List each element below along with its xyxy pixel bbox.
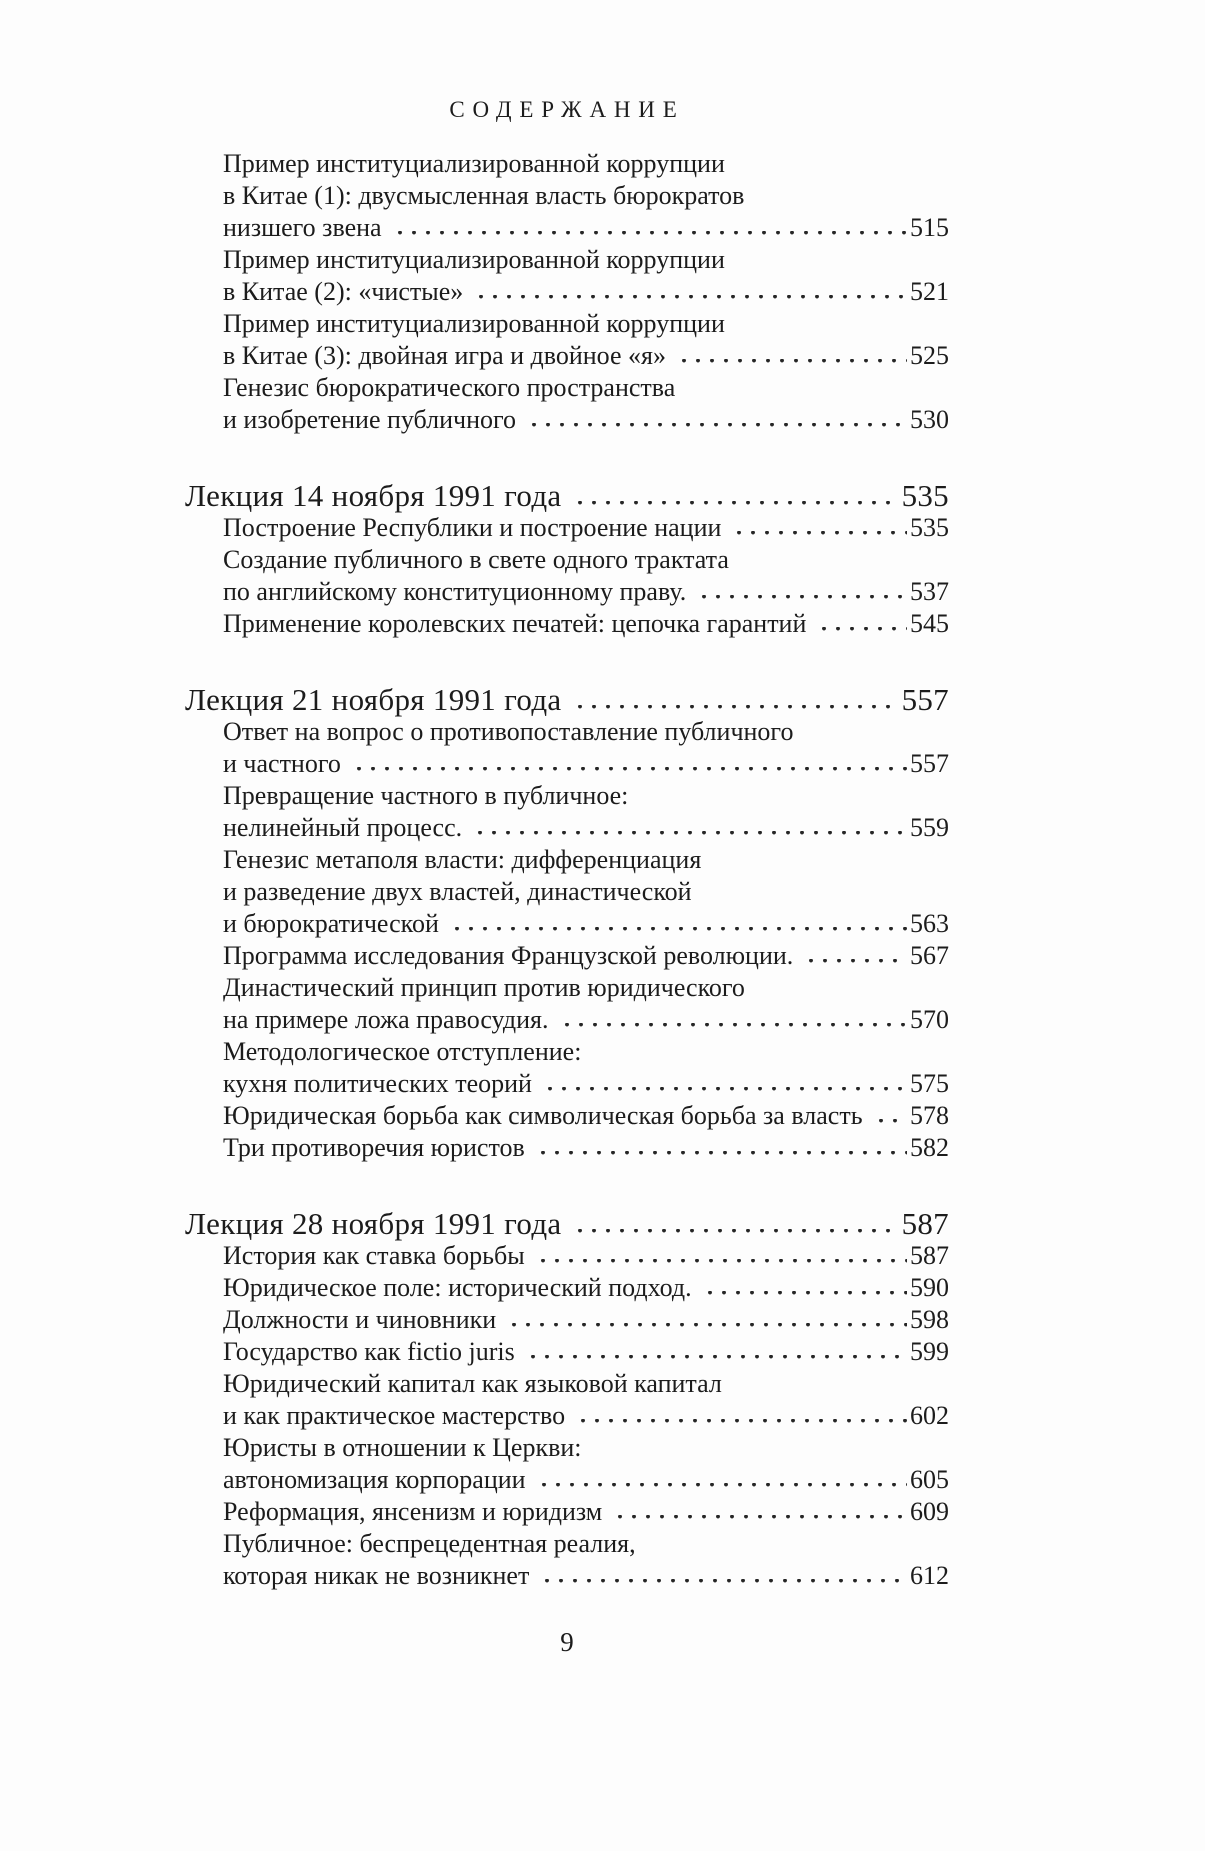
entry-text: Генезис метаполя власти: дифференциация bbox=[223, 845, 702, 874]
dot-leader bbox=[524, 1355, 907, 1360]
entry-line bbox=[185, 608, 949, 640]
toc-entry bbox=[185, 1304, 949, 1336]
dot-leader bbox=[538, 1579, 907, 1584]
page-number: 570 bbox=[910, 1005, 949, 1034]
folio-page-number: 9 bbox=[560, 1627, 574, 1657]
entry-text: Юридический капитал как языковой капитал bbox=[223, 1369, 722, 1398]
dot-leader bbox=[534, 1259, 907, 1264]
dot-leader bbox=[802, 959, 907, 964]
entry-line bbox=[185, 512, 949, 544]
entry-text: Юристы в отношении к Церкви: bbox=[223, 1433, 582, 1462]
entry-line bbox=[185, 1100, 949, 1132]
dot-leader bbox=[571, 705, 899, 710]
entry-text: кухня политических теорий bbox=[223, 1069, 532, 1098]
entry-line bbox=[185, 212, 949, 244]
toc-entry bbox=[185, 148, 949, 244]
entry-line bbox=[185, 372, 949, 404]
entry-text: и разведение двух властей, династической bbox=[223, 877, 692, 906]
dot-leader bbox=[534, 1151, 907, 1156]
entry-line bbox=[185, 1336, 949, 1368]
toc-entry bbox=[185, 1496, 949, 1528]
dot-leader bbox=[471, 831, 907, 836]
entry-text: Пример институциализированной коррупции bbox=[223, 149, 725, 178]
entry-text: и изобретение публичного bbox=[223, 405, 517, 434]
entry-text: и частного bbox=[223, 749, 341, 778]
dot-leader bbox=[535, 1483, 907, 1488]
page-number: 590 bbox=[910, 1273, 949, 1302]
dot-leader bbox=[815, 627, 907, 632]
entry-text: Реформация, янсенизм и юридизм bbox=[223, 1497, 603, 1526]
entry-text: Публичное: беспрецедентная реалия, bbox=[223, 1529, 636, 1558]
toc-section bbox=[185, 148, 949, 436]
page-number: 609 bbox=[910, 1497, 949, 1526]
entry-text: История как ставка борьбы bbox=[223, 1241, 525, 1270]
dot-leader bbox=[611, 1515, 907, 1520]
page-number: 557 bbox=[901, 682, 949, 717]
entry-line bbox=[185, 1132, 949, 1164]
toc-entry bbox=[185, 512, 949, 544]
entry-line bbox=[185, 716, 949, 748]
dot-leader bbox=[675, 359, 907, 364]
entry-text: и бюрократической bbox=[223, 909, 439, 938]
toc-entry bbox=[185, 1240, 949, 1272]
entry-line bbox=[185, 1400, 949, 1432]
dot-leader bbox=[730, 531, 907, 536]
entry-text: низшего звена bbox=[223, 213, 382, 242]
entry-text: Государство как fictio juris bbox=[223, 1337, 515, 1366]
entry-text: Создание публичного в свете одного трактата bbox=[223, 545, 729, 574]
toc-entry bbox=[185, 372, 949, 436]
page-number: 582 bbox=[910, 1133, 949, 1162]
page-number: 575 bbox=[910, 1069, 949, 1098]
entry-line bbox=[185, 340, 949, 372]
entry-line bbox=[185, 748, 949, 780]
toc-entry bbox=[185, 1528, 949, 1592]
table-of-contents bbox=[185, 148, 949, 1592]
page-number: 537 bbox=[910, 577, 949, 606]
entry-line bbox=[185, 940, 949, 972]
page-number: 559 bbox=[910, 813, 949, 842]
entry-line bbox=[185, 404, 949, 436]
dot-leader bbox=[872, 1119, 907, 1124]
toc-entry bbox=[185, 244, 949, 308]
entry-line bbox=[185, 1496, 949, 1528]
entry-line bbox=[185, 1004, 949, 1036]
dot-leader bbox=[558, 1023, 907, 1028]
entry-text: Юридическое поле: исторический подход. bbox=[223, 1273, 692, 1302]
toc-entry bbox=[185, 844, 949, 940]
page-number: 587 bbox=[901, 1206, 949, 1241]
entry-line bbox=[185, 148, 949, 180]
entry-line bbox=[185, 244, 949, 276]
page-number: 535 bbox=[910, 513, 949, 542]
toc-entry bbox=[185, 716, 949, 780]
toc-entry bbox=[185, 780, 949, 844]
toc-lecture-heading bbox=[185, 480, 949, 512]
page-number: 587 bbox=[910, 1241, 949, 1270]
toc-entry bbox=[185, 1100, 949, 1132]
entry-line bbox=[185, 576, 949, 608]
entry-text: по английскому конституционному праву. bbox=[223, 577, 687, 606]
entry-text: автономизация корпорации bbox=[223, 1465, 526, 1494]
entry-line bbox=[185, 1432, 949, 1464]
toc-section bbox=[185, 684, 949, 1164]
page-number: 525 bbox=[910, 341, 949, 370]
entry-line bbox=[185, 812, 949, 844]
entry-text: Юридическая борьба как символическая борьба за власть bbox=[223, 1101, 863, 1130]
toc-entry bbox=[185, 1132, 949, 1164]
entry-line bbox=[185, 1304, 949, 1336]
entry-text: Лекция 28 ноября 1991 года bbox=[185, 1206, 562, 1241]
entry-text: Лекция 14 ноября 1991 года bbox=[185, 478, 562, 513]
entry-text: и как практическое мастерство bbox=[223, 1401, 566, 1430]
dot-leader bbox=[695, 595, 907, 600]
entry-line bbox=[185, 780, 949, 812]
entry-text: Применение королевских печатей: цепочка гарантий bbox=[223, 609, 807, 638]
toc-entry bbox=[185, 608, 949, 640]
entry-text: Должности и чиновники bbox=[223, 1305, 497, 1334]
toc-entry bbox=[185, 308, 949, 372]
page-number: 563 bbox=[910, 909, 949, 938]
toc-entry bbox=[185, 940, 949, 972]
toc-section bbox=[185, 1208, 949, 1592]
toc-entry bbox=[185, 1272, 949, 1304]
page-number: 515 bbox=[910, 213, 949, 242]
toc-lecture-heading bbox=[185, 684, 949, 716]
page-number: 545 bbox=[910, 609, 949, 638]
entry-line bbox=[185, 1528, 949, 1560]
toc-entry bbox=[185, 1336, 949, 1368]
entry-text: Пример институциализированной коррупции bbox=[223, 309, 725, 338]
entry-text: Методологическое отступление: bbox=[223, 1037, 582, 1066]
entry-line bbox=[185, 844, 949, 876]
entry-line bbox=[185, 276, 949, 308]
entry-text: Лекция 21 ноября 1991 года bbox=[185, 682, 562, 717]
entry-text: Превращение частного в публичное: bbox=[223, 781, 629, 810]
entry-text: Династический принцип против юридического bbox=[223, 973, 745, 1002]
entry-line bbox=[185, 1068, 949, 1100]
dot-leader bbox=[541, 1087, 907, 1092]
entry-text: Три противоречия юристов bbox=[223, 1133, 525, 1162]
entry-line bbox=[185, 1368, 949, 1400]
page-number: 598 bbox=[910, 1305, 949, 1334]
entry-text: в Китае (3): двойная игра и двойное «я» bbox=[223, 341, 666, 370]
toc-text-block bbox=[185, 96, 949, 1592]
page-title: СОДЕРЖАНИЕ bbox=[449, 97, 685, 122]
page-number: 602 bbox=[910, 1401, 949, 1430]
dot-leader bbox=[701, 1291, 907, 1296]
entry-text: Ответ на вопрос о противопоставление публичного bbox=[223, 717, 794, 746]
dot-leader bbox=[350, 767, 907, 772]
entry-line bbox=[185, 908, 949, 940]
entry-text: в Китае (2): «чистые» bbox=[223, 277, 464, 306]
entry-text: Построение Республики и построение нации bbox=[223, 513, 722, 542]
dot-leader bbox=[571, 501, 899, 506]
dot-leader bbox=[571, 1229, 899, 1234]
entry-text: Программа исследования Французской революции. bbox=[223, 941, 794, 970]
entry-text: Генезис бюрократического пространства bbox=[223, 373, 676, 402]
dot-leader bbox=[525, 423, 907, 428]
dot-leader bbox=[574, 1419, 907, 1424]
page-number: 557 bbox=[910, 749, 949, 778]
entry-line bbox=[185, 972, 949, 1004]
entry-line bbox=[185, 1036, 949, 1068]
entry-text: Пример институциализированной коррупции bbox=[223, 245, 725, 274]
toc-entry bbox=[185, 1432, 949, 1496]
toc-section bbox=[185, 480, 949, 640]
dot-leader bbox=[391, 231, 907, 236]
entry-line bbox=[185, 544, 949, 576]
entry-line bbox=[185, 1560, 949, 1592]
toc-lecture-heading bbox=[185, 1208, 949, 1240]
entry-line bbox=[185, 1272, 949, 1304]
page-number: 535 bbox=[901, 478, 949, 513]
toc-entry bbox=[185, 1368, 949, 1432]
toc-entry bbox=[185, 972, 949, 1036]
entry-text: которая никак не возникнет bbox=[223, 1561, 530, 1590]
page-number: 530 bbox=[910, 405, 949, 434]
entry-line bbox=[185, 308, 949, 340]
toc-entry bbox=[185, 1036, 949, 1100]
toc-entry bbox=[185, 544, 949, 608]
entry-text: в Китае (1): двусмысленная власть бюрократов bbox=[223, 181, 745, 210]
entry-text: нелинейный процесс. bbox=[223, 813, 463, 842]
dot-leader bbox=[448, 927, 907, 932]
entry-line bbox=[185, 1240, 949, 1272]
entry-line bbox=[185, 1464, 949, 1496]
dot-leader bbox=[472, 295, 907, 300]
page-number: 567 bbox=[910, 941, 949, 970]
page-number: 612 bbox=[910, 1561, 949, 1590]
page-number: 521 bbox=[910, 277, 949, 306]
page-number: 599 bbox=[910, 1337, 949, 1366]
page-number: 578 bbox=[910, 1101, 949, 1130]
page-number: 605 bbox=[910, 1465, 949, 1494]
entry-line bbox=[185, 180, 949, 212]
entry-line bbox=[185, 876, 949, 908]
dot-leader bbox=[505, 1323, 907, 1328]
entry-text: на примере ложа правосудия. bbox=[223, 1005, 549, 1034]
